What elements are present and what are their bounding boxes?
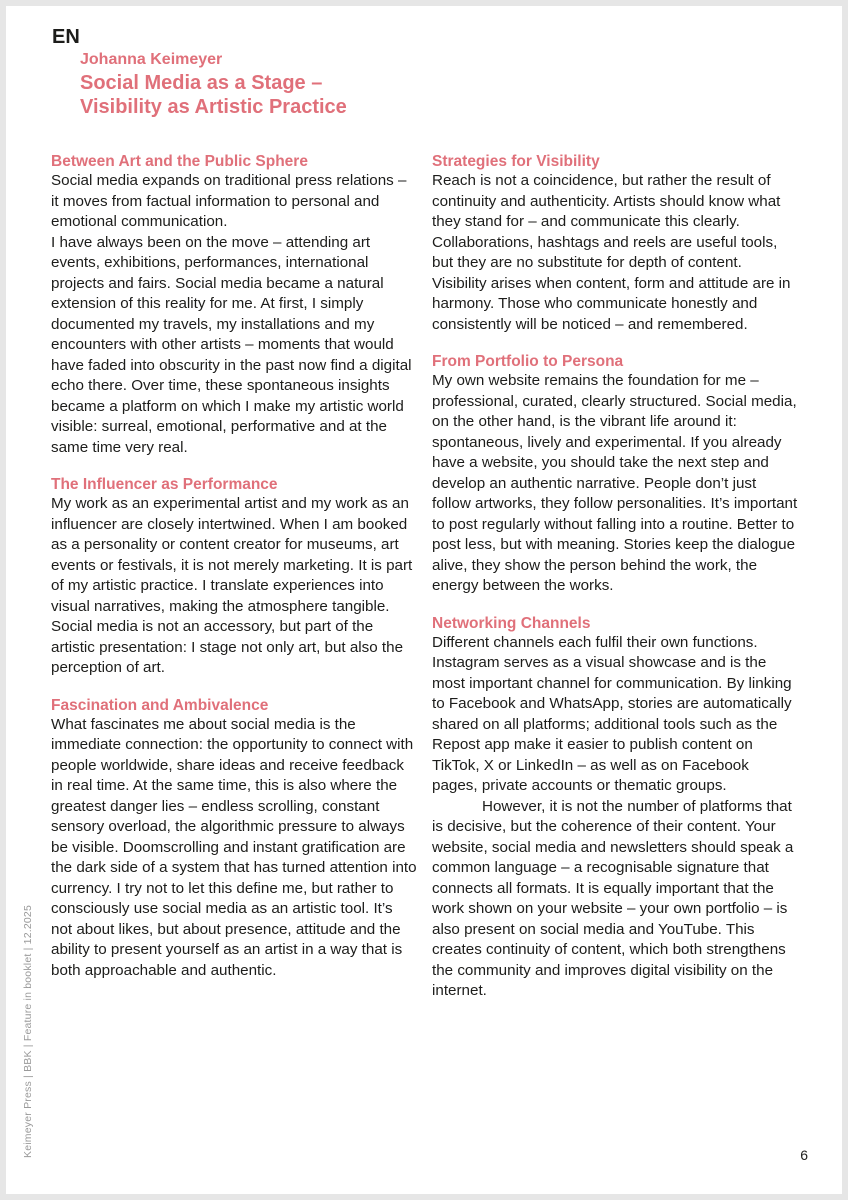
section-heading: The Influencer as Performance	[51, 476, 278, 493]
language-label: EN	[52, 26, 80, 48]
section-between-art	[51, 152, 417, 458]
document-page	[6, 6, 842, 1194]
section-heading: Networking Channels	[432, 614, 591, 632]
author-name: Johanna Keimeyer	[80, 51, 223, 68]
paragraph: However, it is not the number of platforms that is decisive, but the coherence of their content. Your website, social media and newsletters should speak a common language – a recognisable signature that connects all formats. It is equally important that the work shown on your website – your own portfolio – is also present on social media and YouTube. This creates continuity of content, which both strengthens the community and improves digital visibility on the internet.	[432, 797, 794, 999]
sidebar-credit: Keimeyer Press | BBK | Feature in booklet | 12.2025	[22, 904, 34, 1158]
paragraph: I have always been on the move – attending art events, exhibitions, performances, international projects and fairs. Social media became a natural extension of this reality for me. At first, I simply documented my travels, my installations and my encounters with other artists – moments that would have faded into obscurity in the past now find a digital echo there. Over time, these spontaneous insights became a platform on which I make my artistic world visible: surreal, emotional, performative and at the same time very real.	[51, 233, 412, 456]
paragraph: My work as an experimental artist and my work as an influencer are closely intertwined. When I am booked as a personality or content creator for museums, art events or festivals, it is not merely marketing. It is part of my artistic practice. I translate experiences into visual narratives, making the atmosphere tangible. Social media is not an accessory, but part of the artistic presentation: I stage not only art, but also the perception of art.	[51, 495, 413, 676]
section-heading: Fascination and Ambivalence	[51, 696, 269, 714]
section-heading: Between Art and the Public Sphere	[51, 153, 308, 170]
title-line-1: Social Media as a Stage –	[80, 72, 323, 94]
title-line-2: Visibility as Artistic Practice	[80, 96, 347, 118]
section-influencer	[51, 475, 417, 679]
left-column	[51, 152, 417, 998]
paragraph: Different channels each fulfil their own functions. Instagram serves as a visual showcase and is the most important channel for communication. By linking to Facebook and WhatsApp, stories are automatically shared on all platforms; additional tools such as the Repost app make it easier to publish content on TikTok, X or LinkedIn – as well as on Facebook pages, private accounts or thematic groups.	[432, 633, 792, 794]
article-header	[80, 50, 347, 119]
section-portfolio	[432, 352, 798, 597]
paragraph: Social media expands on traditional press relations – it moves from factual information to personal and emotional communication.	[51, 172, 407, 230]
section-heading: Strategies for Visibility	[432, 153, 600, 170]
section-heading: From Portfolio to Persona	[432, 353, 624, 370]
article-title	[80, 71, 347, 119]
section-fascination	[51, 696, 417, 982]
paragraph: What fascinates me about social media is the immediate connection: the opportunity to connect with people worldwide, share ideas and receive feedback in real time. At the same time, this is also where the greatest danger lies – endless scrolling, constant sensory overload, the algorithmic pressure to always be visible. Doomscrolling and instant gratification are the dark side of a system that has turned attention into currency. I try not to let this define me, but rather to consciously use social media as an artistic tool. It’s not about likes, but about presence, attitude and the ability to present yourself as an artist in a way that is both approachable and authentic.	[51, 715, 417, 979]
right-column	[432, 152, 798, 1019]
paragraph: Reach is not a coincidence, but rather the result of continuity and authenticity. Artists should know what they stand for – and communicate this clearly. Collaborations, hashtags and reels are useful tools, but they are no substitute for depth of content. Visibility arises when content, form and attitude are in harmony. Those who communicate honestly and consistently will be noticed – and remembered.	[432, 172, 791, 333]
paragraph: My own website remains the foundation for me – professional, curated, clearly structured. Social media, on the other hand, is the vibrant life around it: spontaneous, lively and experimental. If you already have a website, you should take the next step and develop an authentic narrative. People don’t just follow artworks, they follow personalities. It’s important to post regularly without falling into a routine. Better to post less, but with meaning. Stories keep the dialogue alive, they show the person behind the work, the energy between the works.	[432, 372, 798, 594]
page-number: 6	[800, 1147, 808, 1163]
section-networking	[432, 614, 798, 1002]
section-strategies	[432, 152, 798, 335]
